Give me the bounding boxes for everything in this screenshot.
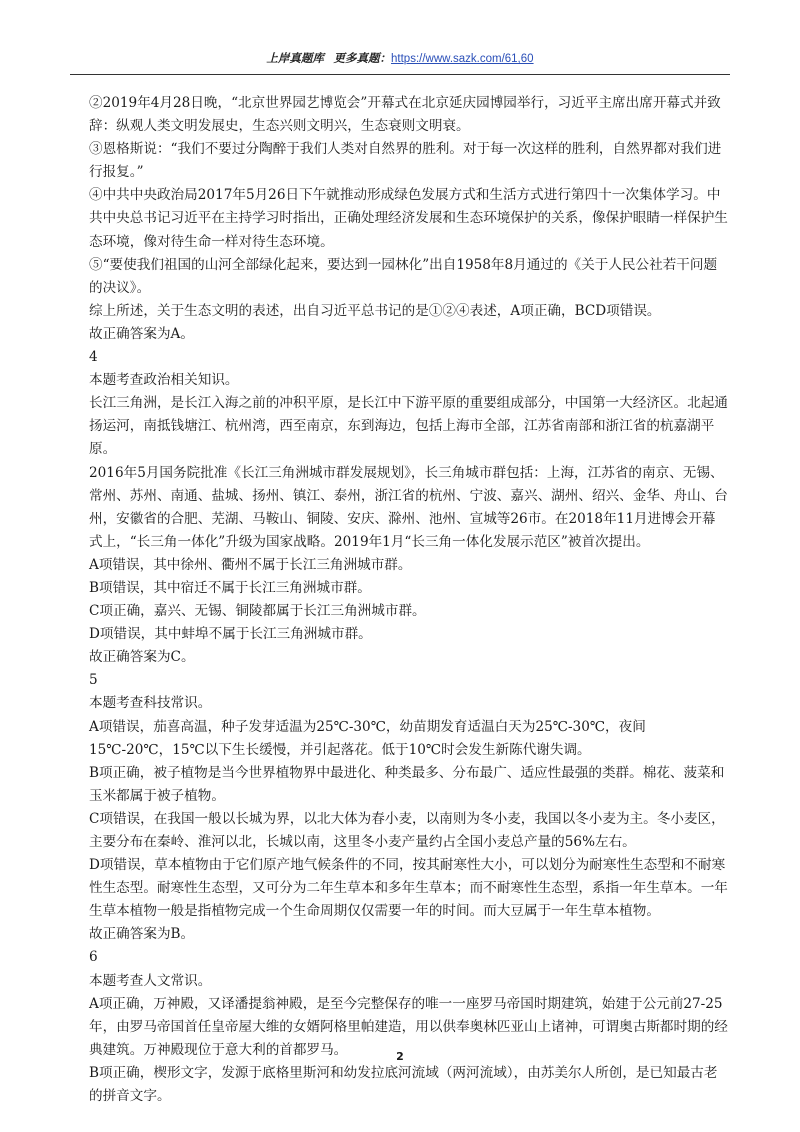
paragraph: C项错误，在我国一般以长城为界，以北大体为春小麦，以南则为冬小麦，我国以冬小麦为主。冬小麦区，主要分布在秦岭、淮河以北，长城以南，这里冬小麦产量约占全国小麦总产量的56%左右。: [89, 810, 725, 850]
paragraph: A项错误，茄喜高温，种子发芽适温为25℃-30℃，幼苗期发育适温白天为25℃-30℃，夜间15℃-20℃，15℃以下生长缓慢，并引起落花。低于10℃时会发生新陈代谢失调。: [89, 718, 646, 758]
paragraph: B项错误，其中宿迁不属于长江三角洲城市群。: [89, 579, 371, 596]
paragraph: 长江三角洲，是长江入海之前的冲积平原，是长江中下游平原的重要组成部分，中国第一大经济区。北起通扬运河，南抵钱塘江、杭州湾，西至南京，东到海边，包括上海市全部，江苏省南部和浙江省的杭嘉湖平原。: [89, 395, 728, 458]
question-number: 6: [89, 949, 98, 966]
paragraph: 故正确答案为C。: [89, 649, 195, 666]
header-brand: 上岸真题库: [266, 53, 324, 65]
header-url-link[interactable]: https://www.sazk.com/61,60: [391, 53, 534, 65]
page-header: [70, 50, 730, 75]
paragraph: ⑤“要使我们祖国的山河全部绿化起来，要达到一园林化”出自1958年8月通过的《关于人民公社若干问题的决议》。: [89, 256, 718, 296]
paragraph: 本题考查政治相关知识。: [89, 372, 239, 389]
paragraph: B项正确，被子植物是当今世界植物界中最进化、种类最多、分布最广、适应性最强的类群。棉花、菠菜和玉米都属于被子植物。: [89, 764, 725, 804]
header-more-label: 更多真题：: [333, 53, 392, 65]
paragraph: D项错误，其中蚌埠不属于长江三角洲城市群。: [89, 626, 372, 643]
paragraph: 2016年5月国务院批准《长江三角洲城市群发展规划》，长三角城市群包括：上海，江苏省的南京、无锡、常州、苏州、南通、盐城、扬州、镇江、泰州，浙江省的杭州、宁波、嘉兴、湖州、绍兴、金华、舟山、台州，安徽省的合肥、芜湖、马鞍山、铜陵、安庆、滁州、池州、宣城等26市。在2018年11月进博会开幕式上，“长三角一体化”升级为国家战略。2019年1月“长三角一体化发展示范区”被首次提出。: [89, 464, 728, 550]
paragraph: ④中共中央政治局2017年5月26日下午就推动形成绿色发展方式和生活方式进行第四十一次集体学习。中共中央总书记习近平在主持学习时指出，正确处理经济发展和生态环境保护的关系，像保护眼睛一样保护生态环境，像对待生命一样对待生态环境。: [89, 187, 728, 250]
paragraph: 本题考查科技常识。: [89, 695, 212, 712]
paragraph: B项正确，楔形文字，发源于底格里斯河和幼发拉底河流域（两河流域），由苏美尔人所创，是已知最古老的拼音文字。: [89, 1064, 718, 1105]
paragraph: 本题考查人文常识。: [89, 972, 212, 989]
paragraph: A项错误，其中徐州、衢州不属于长江三角洲城市群。: [89, 556, 412, 573]
paragraph: 故正确答案为A。: [89, 325, 194, 342]
question-number: 5: [89, 672, 98, 689]
paragraph: A项正确，万神殿，又译潘提翁神殿，是至今完整保存的唯一一座罗马帝国时期建筑，始建于公元前27-25年，由罗马帝国首任皇帝屋大维的女婿阿格里帕建造，用以供奉奥林匹亚山上诸神，可谓奥古斯都时期的经典建筑。万神殿现位于意大利的首都罗马。: [89, 995, 728, 1058]
document-body: [89, 92, 729, 1108]
paragraph: D项错误，草本植物由于它们原产地气候条件的不同，按其耐寒性大小，可以划分为耐寒性生态型和不耐寒性生态型。耐寒性生态型，又可分为二年生草本和多年生草本；而不耐寒性生态型，系指一年生草本。一年生草本植物一般是指植物完成一个生命周期仅仅需要一年的时间。而大豆属于一年生草本植物。: [89, 857, 728, 920]
paragraph: ②2019年4月28日晚，“北京世界园艺博览会”开幕式在北京延庆园博园举行，习近平主席出席开幕式并致辞：纵观人类文明发展史，生态兴则文明兴，生态衰则文明衰。: [89, 95, 721, 135]
question-number: 4: [89, 349, 98, 366]
paragraph: ③恩格斯说：“我们不要过分陶醉于我们人类对自然界的胜利。对于每一次这样的胜利，自然界都对我们进行报复。”: [89, 141, 722, 181]
paragraph: 综上所述，关于生态文明的表述，出自习近平总书记的是①②④表述，A项正确，BCD项错误。: [89, 302, 661, 319]
page-number: 2: [396, 1050, 404, 1063]
paragraph: C项正确，嘉兴、无锡、铜陵都属于长江三角洲城市群。: [89, 603, 426, 620]
paragraph: 故正确答案为B。: [89, 926, 195, 943]
